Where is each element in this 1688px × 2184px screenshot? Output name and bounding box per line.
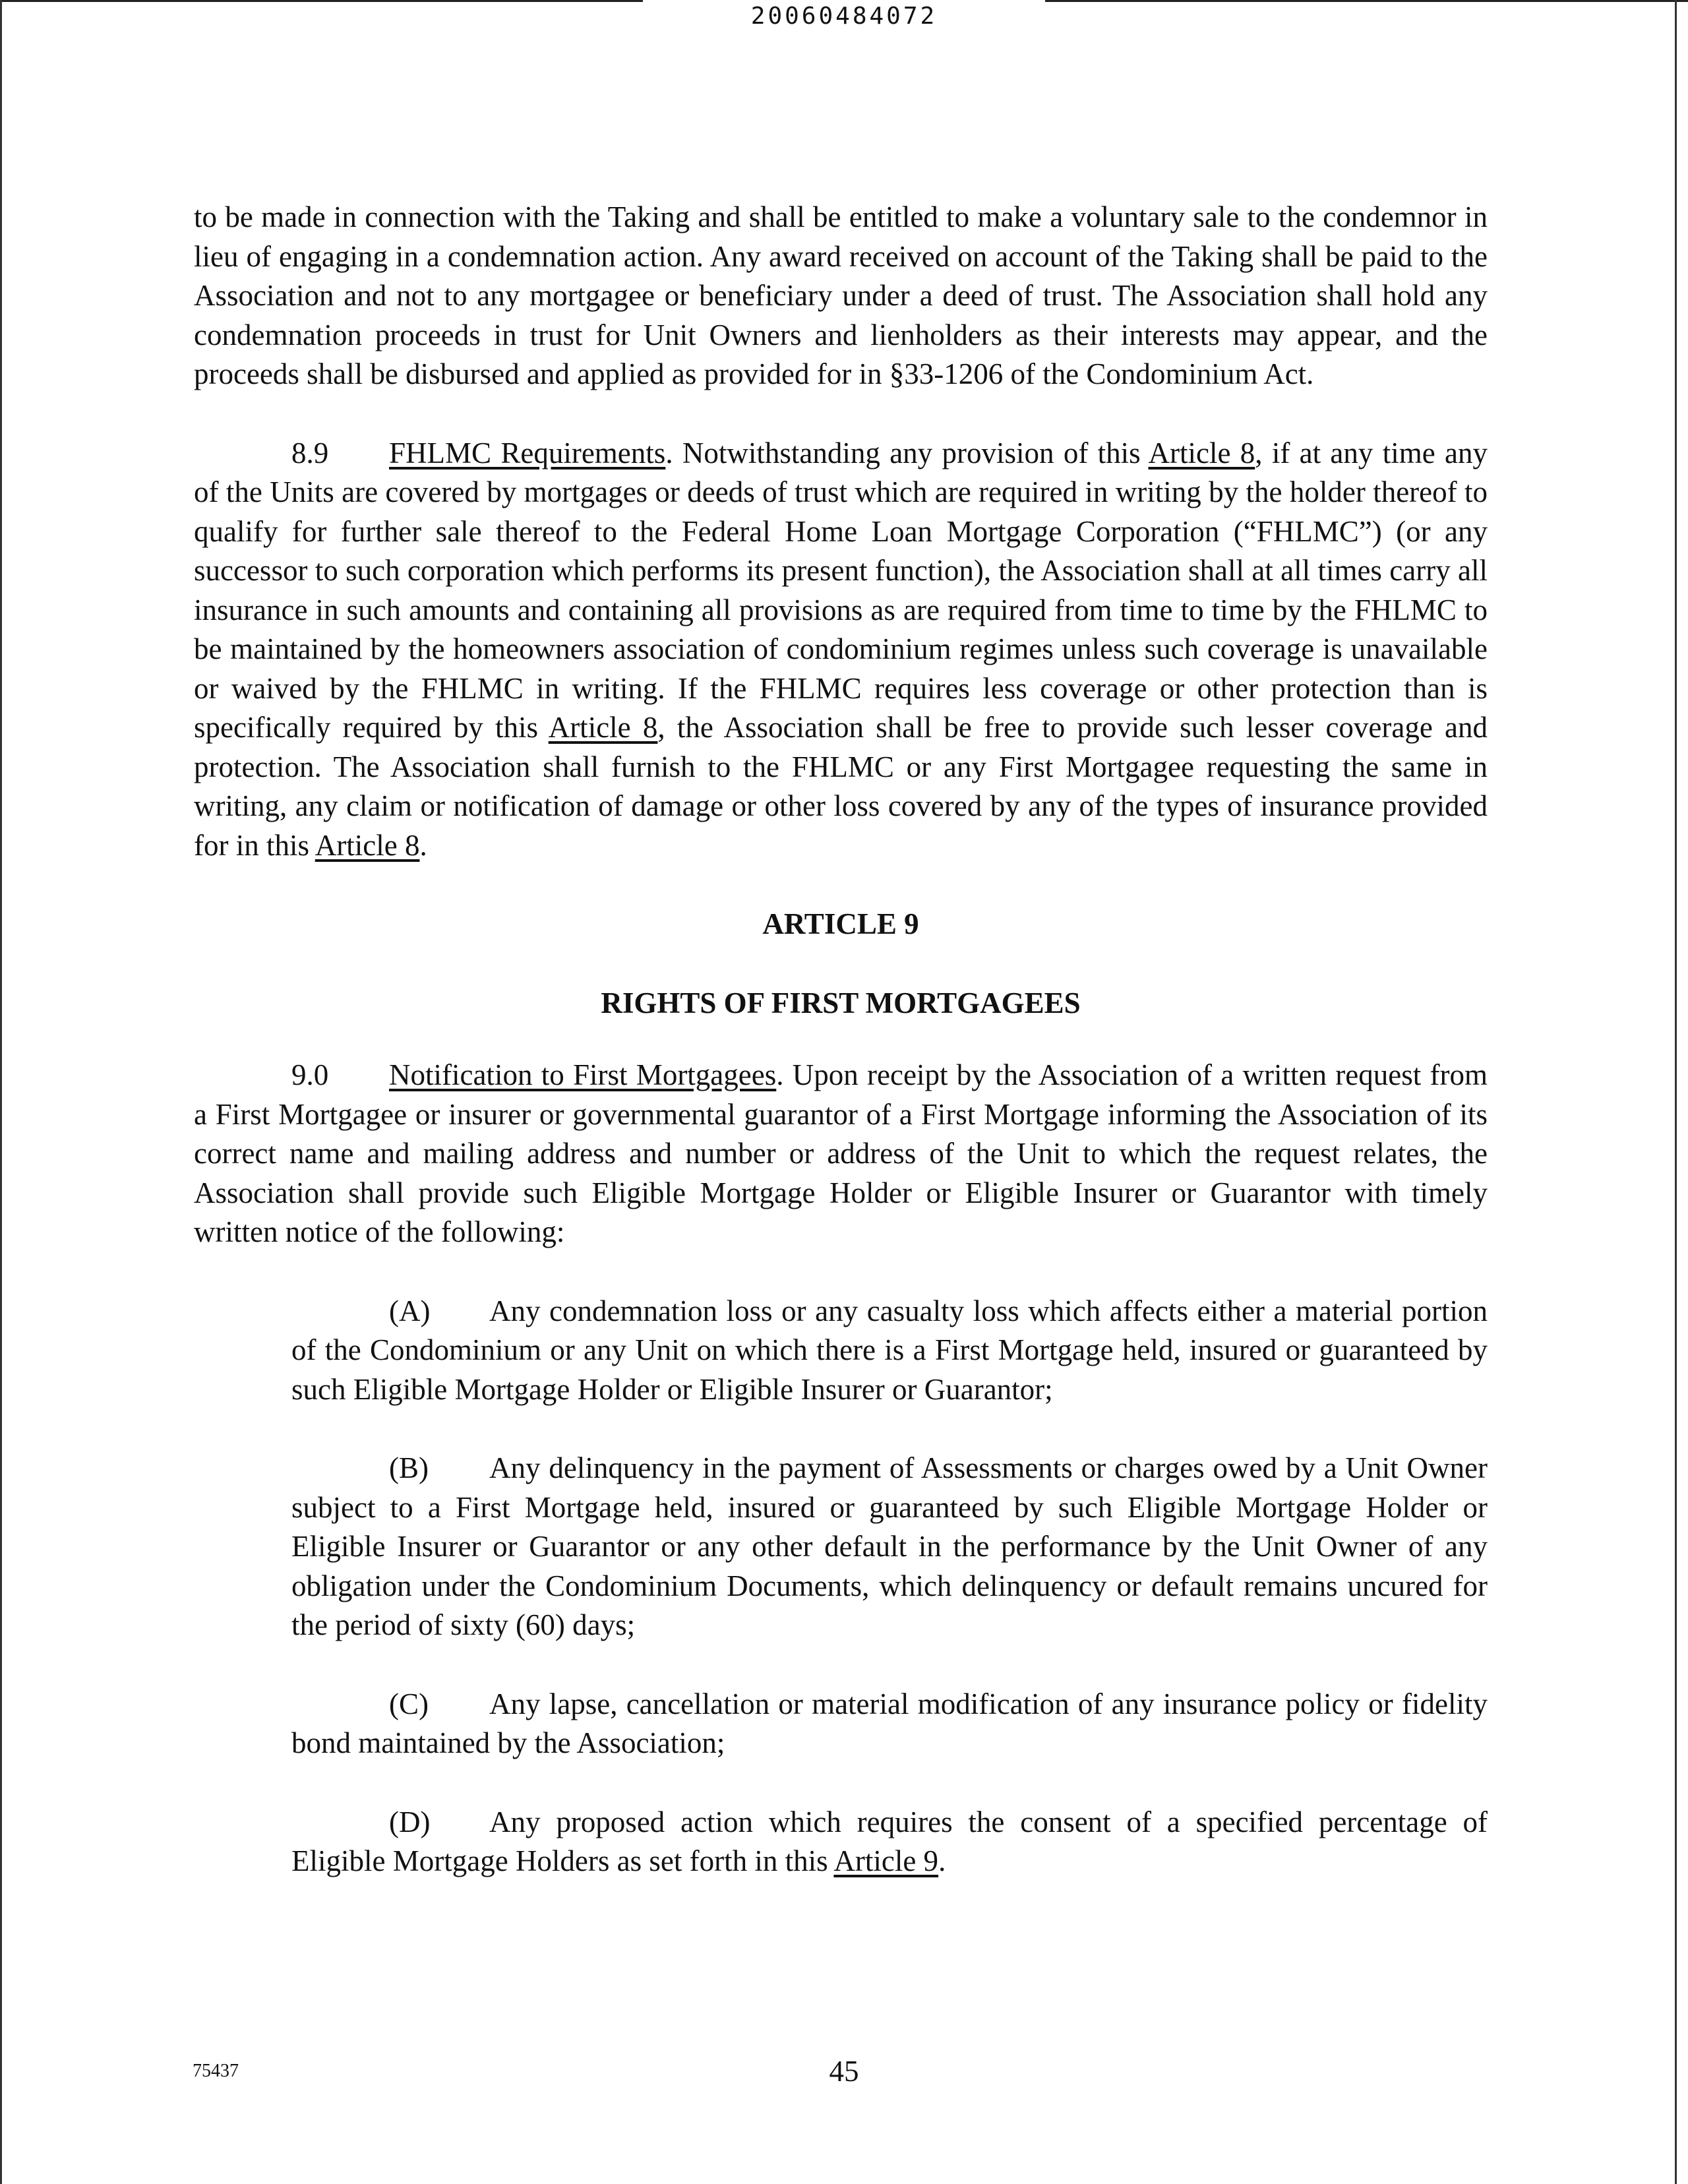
article-reference: Article 9 — [833, 1844, 939, 1877]
footer-document-id: 75437 — [193, 2061, 239, 2081]
section-9-0-paragraph — [194, 1056, 1488, 1252]
list-item-c — [291, 1685, 1488, 1763]
article-heading: ARTICLE 9 — [762, 907, 919, 940]
item-text: Any proposed action which requires the consent of a specified percentage of Eligible Mortgage Holders as set forth in this — [291, 1805, 1488, 1877]
item-text: . — [938, 1844, 946, 1877]
article-title: RIGHTS OF FIRST MORTGAGEES — [601, 986, 1081, 1019]
section-text: . — [419, 828, 427, 862]
scan-border-top-right — [1045, 0, 1688, 2]
continuation-paragraph: to be made in connection with the Taking and shall be entitled to make a voluntary sale to the condemnor in lieu of engaging in a condemnation action. Any award received on account of the Taking shall be paid to the Association and not to any mortgagee or beneficiary under a deed of trust. The Association shall hold any condemnation proceeds in trust for Unit Owners and lienholders as their interests may appear, and the proceeds shall be disbursed and applied as provided for in §33-1206 of the Condominium Act. — [194, 200, 1488, 390]
section-title: FHLMC Requirements — [389, 436, 666, 470]
item-text: Any condemnation loss or any casualty loss which affects either a material portion of the Condominium or any Unit on which there is a First Mortgage held, insured or guaranteed by such Eligible Mortgage Holder or Eligible Insurer or Guarantor; — [291, 1294, 1488, 1406]
section-text: , the Association shall be free to provide such lesser coverage and protection. The Association shall furnish to the FHLMC or any First Mortgagee requesting the same in writing, any claim or notification of damage or other loss covered by any of the types of insurance provided for in this — [194, 711, 1488, 862]
list-item-b — [291, 1449, 1488, 1645]
section-8-9-paragraph — [194, 434, 1488, 866]
document-number: 20060484072 — [750, 3, 938, 30]
item-label: (A) — [389, 1294, 431, 1327]
page-body — [194, 198, 1488, 1881]
article-reference: Article 8 — [548, 711, 658, 744]
section-text: . Notwithstanding any provision of this — [665, 436, 1149, 470]
article-reference: Article 8 — [1148, 436, 1255, 470]
section-number: 8.9 — [291, 436, 329, 470]
scan-border-left — [0, 0, 2, 2184]
item-text: Any lapse, cancellation or material modification of any insurance policy or fidelity bond maintained by the Association; — [291, 1687, 1488, 1759]
scan-border-right — [1675, 0, 1677, 2184]
section-number: 9.0 — [291, 1058, 329, 1091]
article-reference: Article 8 — [315, 828, 420, 862]
item-label: (D) — [389, 1805, 431, 1838]
item-label: (B) — [389, 1451, 429, 1484]
section-title: Notification to First Mortgagees — [389, 1058, 777, 1091]
scan-border-top-left — [0, 0, 643, 2]
list-item-d — [291, 1803, 1488, 1881]
list-item-a — [291, 1292, 1488, 1410]
section-text: . Upon receipt by the Association of a written request from a First Mortgagee or insurer or governmental guarantor of a First Mortgage informing the Association of its correct name and mailing address and number or address of the Unit to which the request relates, the Association shall provide such Eligible Mortgage Holder or Eligible Insurer or Guarantor with timely written notice of the following: — [194, 1058, 1488, 1248]
item-text: Any delinquency in the payment of Assessments or charges owed by a Unit Owner subject to a First Mortgage held, insured or guaranteed by such Eligible Mortgage Holder or Eligible Insurer or Guarantor or any other default in the performance by the Unit Owner of any obligation under the Condominium Documents, which delinquency or default remains uncured for the period of sixty (60) days; — [291, 1451, 1488, 1641]
page-number: 45 — [829, 2055, 859, 2088]
item-label: (C) — [389, 1687, 429, 1720]
section-text: , if at any time any of the Units are covered by mortgages or deeds of trust which are required in writing by the holder thereof to qualify for further sale thereof to the Federal Home Loan Mortgage Corporation (“FHLMC”) (or any successor to such corporation which performs its present function), the Association shall at all times carry all insurance in such amounts and containing all provisions as are required from time to time by the FHLMC to be maintained by the homeowners association of condominium regimes unless such coverage is unavailable or waived by the FHLMC in writing. If the FHLMC requires less coverage or other protection than is specifically required by this — [194, 436, 1488, 744]
